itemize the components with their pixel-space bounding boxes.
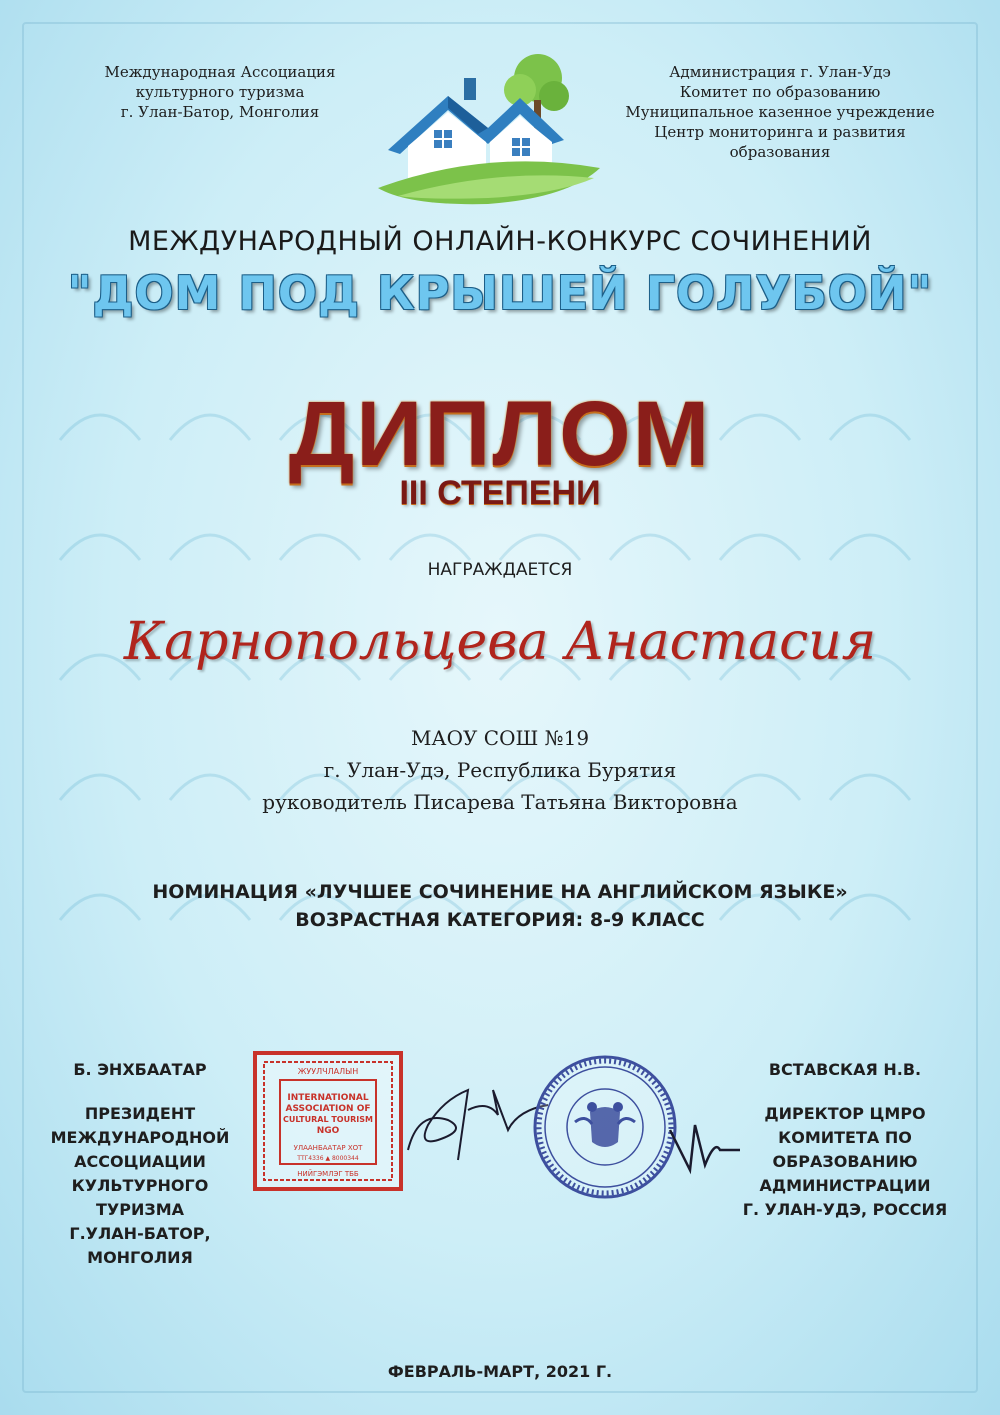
nomination-line: НОМИНАЦИЯ «ЛУЧШЕЕ СОЧИНЕНИЕ НА АНГЛИЙСКОМ ЯЗЫКЕ» — [152, 881, 848, 903]
left-signatory — [30, 1058, 250, 1270]
stamp-text: CULTURAL TOURISM — [283, 1115, 373, 1124]
awarded-label: НАГРАЖДАЕТСЯ — [427, 560, 573, 580]
right-signatory — [710, 1058, 980, 1222]
right-signatory-title-line: ДИРЕКТОР ЦМРО — [764, 1104, 926, 1123]
left-org-line: культурного туризма — [135, 83, 305, 101]
issue-date: ФЕВРАЛЬ-МАРТ, 2021 Г. — [387, 1362, 613, 1381]
right-signatory-title-line: Г. УЛАН-УДЭ, РОССИЯ — [742, 1200, 948, 1219]
right-signatory-name: ВСТАВСКАЯ Н.В. — [768, 1060, 922, 1079]
stamp-top-text: ЖУУЛЧЛАЛЫН — [297, 1067, 359, 1076]
association-stamp — [252, 1050, 404, 1192]
official-seal — [530, 1052, 680, 1202]
right-org-line: Центр мониторинга и развития — [654, 123, 906, 141]
stamp-text: ASSOCIATION OF — [285, 1104, 371, 1114]
stamp-text: НИЙГЭМЛЭГ ТББ — [297, 1170, 359, 1178]
left-signatory-name: Б. ЭНХБААТАР — [73, 1060, 207, 1079]
recipient-info — [0, 722, 1000, 818]
stamp-text: INTERNATIONAL — [287, 1093, 369, 1103]
diploma-title: ДИПЛОМ — [288, 383, 712, 485]
left-organization — [60, 62, 380, 122]
left-signatory-title-line: МОНГОЛИЯ — [87, 1248, 193, 1267]
contest-name: "ДОМ ПОД КРЫШЕЙ ГОЛУБОЙ" — [67, 266, 933, 320]
age-category-line: ВОЗРАСТНАЯ КАТЕГОРИЯ: 8-9 КЛАСС — [295, 909, 705, 931]
left-org-line: Международная Ассоциация — [104, 63, 336, 81]
stamp-text: УЛААНБААТАР ХОТ — [293, 1144, 363, 1152]
left-signatory-title-line: АССОЦИАЦИИ — [74, 1152, 206, 1171]
right-org-line: Администрация г. Улан-Удэ — [669, 63, 891, 81]
right-org-line: Комитет по образованию — [679, 83, 881, 101]
right-organization — [600, 62, 960, 162]
right-signatory-title-line: АДМИНИСТРАЦИИ — [759, 1176, 931, 1195]
right-signatory-title-line: ОБРАЗОВАНИЮ — [772, 1152, 918, 1171]
house-logo-icon — [368, 38, 604, 208]
left-signatory-title-line: ПРЕЗИДЕНТ — [84, 1104, 196, 1123]
school-name: МАОУ СОШ №19 — [410, 726, 590, 750]
nomination-block — [0, 878, 1000, 934]
diploma-degree: III СТЕПЕНИ — [399, 474, 601, 512]
right-org-line: образования — [729, 143, 831, 161]
left-signatory-title-line: Г.УЛАН-БАТОР, — [69, 1224, 211, 1243]
recipient-name: Карнопольцева Анастасия — [123, 612, 877, 672]
right-signatory-title-line: КОМИТЕТА ПО — [778, 1128, 912, 1147]
left-signatory-title-line: МЕЖДУНАРОДНОЙ — [50, 1128, 230, 1147]
right-org-line: Муниципальное казенное учреждение — [625, 103, 935, 121]
stamp-text: ТТГ4336 ▲ 8000344 — [297, 1155, 359, 1162]
stamp-text: NGO — [316, 1126, 340, 1136]
contest-title: МЕЖДУНАРОДНЫЙ ОНЛАЙН-КОНКУРС СОЧИНЕНИЙ — [128, 226, 872, 257]
location: г. Улан-Удэ, Республика Бурятия — [323, 758, 677, 782]
left-signatory-title-line: КУЛЬТУРНОГО — [71, 1176, 209, 1195]
left-signatory-title-line: ТУРИЗМА — [95, 1200, 185, 1219]
left-org-line: г. Улан-Батор, Монголия — [120, 103, 320, 121]
supervisor: руководитель Писарева Татьяна Викторовна — [262, 790, 738, 814]
